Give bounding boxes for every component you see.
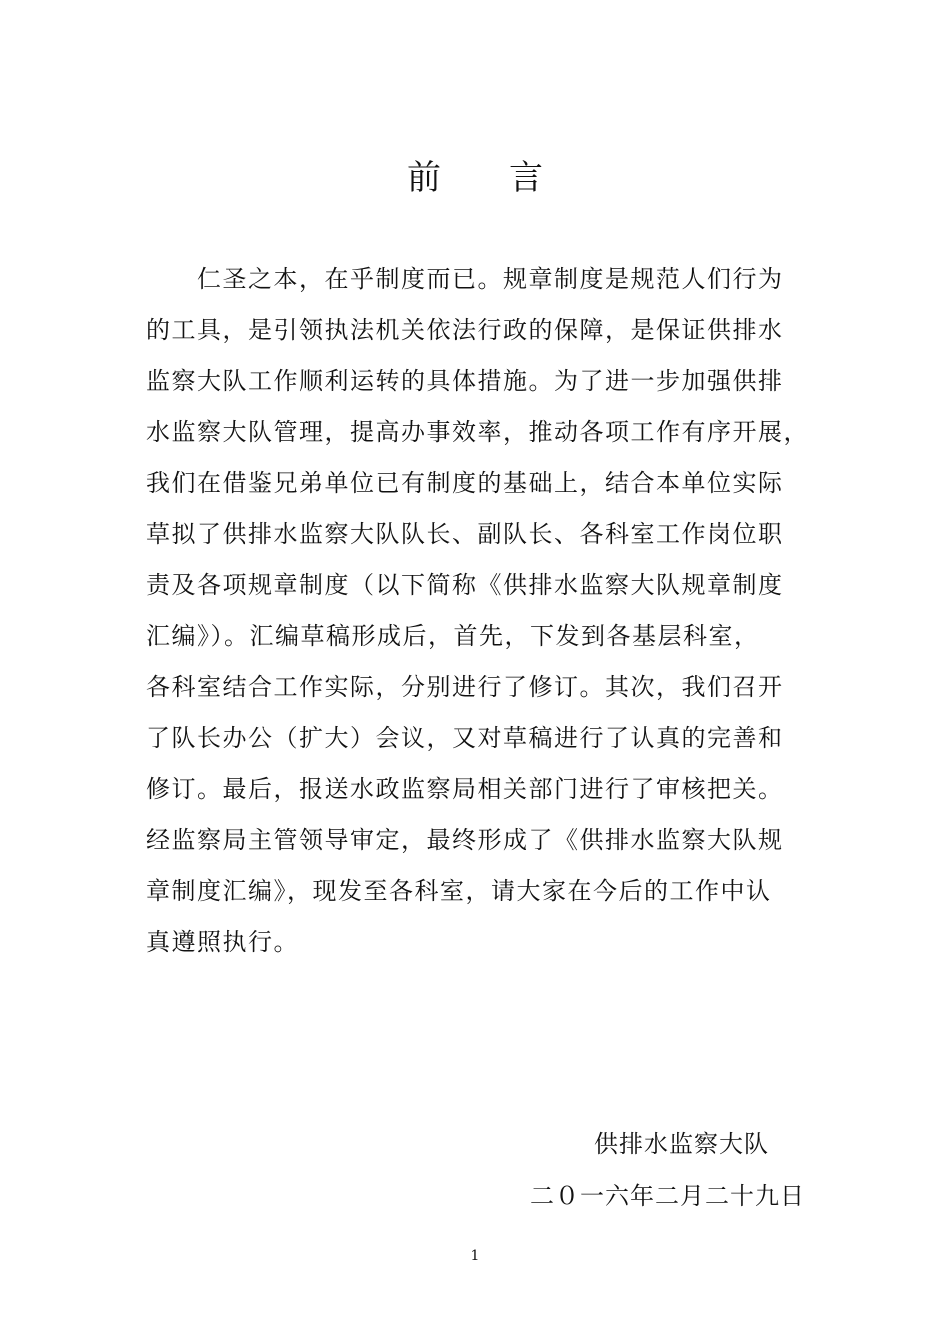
body-line: 真遵照执行。 [146, 928, 299, 956]
body-line: 水监察大队管理，提高办事效率，推动各项工作有序开展， [146, 418, 809, 446]
signature-organization: 供排水监察大队 [594, 1130, 769, 1158]
body-line: 我们在借鉴兄弟单位已有制度的基础上，结合本单位实际 [146, 469, 784, 497]
body-line: 仁圣之本，在乎制度而已。规章制度是规范人们行为 [146, 265, 784, 293]
body-line: 各科室结合工作实际，分别进行了修订。其次，我们召开 [146, 673, 784, 701]
body-line: 修订。最后，报送水政监察局相关部门进行了审核把关。 [146, 775, 784, 803]
body-line: 章制度汇编》，现发至各科室，请大家在今后的工作中认 [146, 877, 772, 905]
body-line: 责及各项规章制度（以下简称《供排水监察大队规章制度 [146, 571, 784, 599]
body-line: 监察大队工作顺利运转的具体措施。为了进一步加强供排 [146, 367, 784, 395]
title-char-2: 言 [509, 158, 543, 198]
page-number: 1 [470, 1248, 480, 1264]
body-line: 了队长办公（扩大）会议，又对草稿进行了认真的完善和 [146, 724, 784, 752]
body-line: 经监察局主管领导审定，最终形成了《供排水监察大队规 [146, 826, 784, 854]
body-line: 草拟了供排水监察大队队长、副队长、各科室工作岗位职 [146, 520, 784, 548]
body-line: 汇编》）。汇编草稿形成后，首先，下发到各基层科室， [146, 622, 760, 650]
body-line: 的工具，是引领执法机关依法行政的保障，是保证供排水 [146, 316, 784, 344]
title-char-1: 前 [407, 158, 441, 198]
page-title [0, 150, 950, 206]
signature-date: 二０一六年二月二十九日 [530, 1182, 805, 1210]
preface-body [146, 254, 826, 968]
